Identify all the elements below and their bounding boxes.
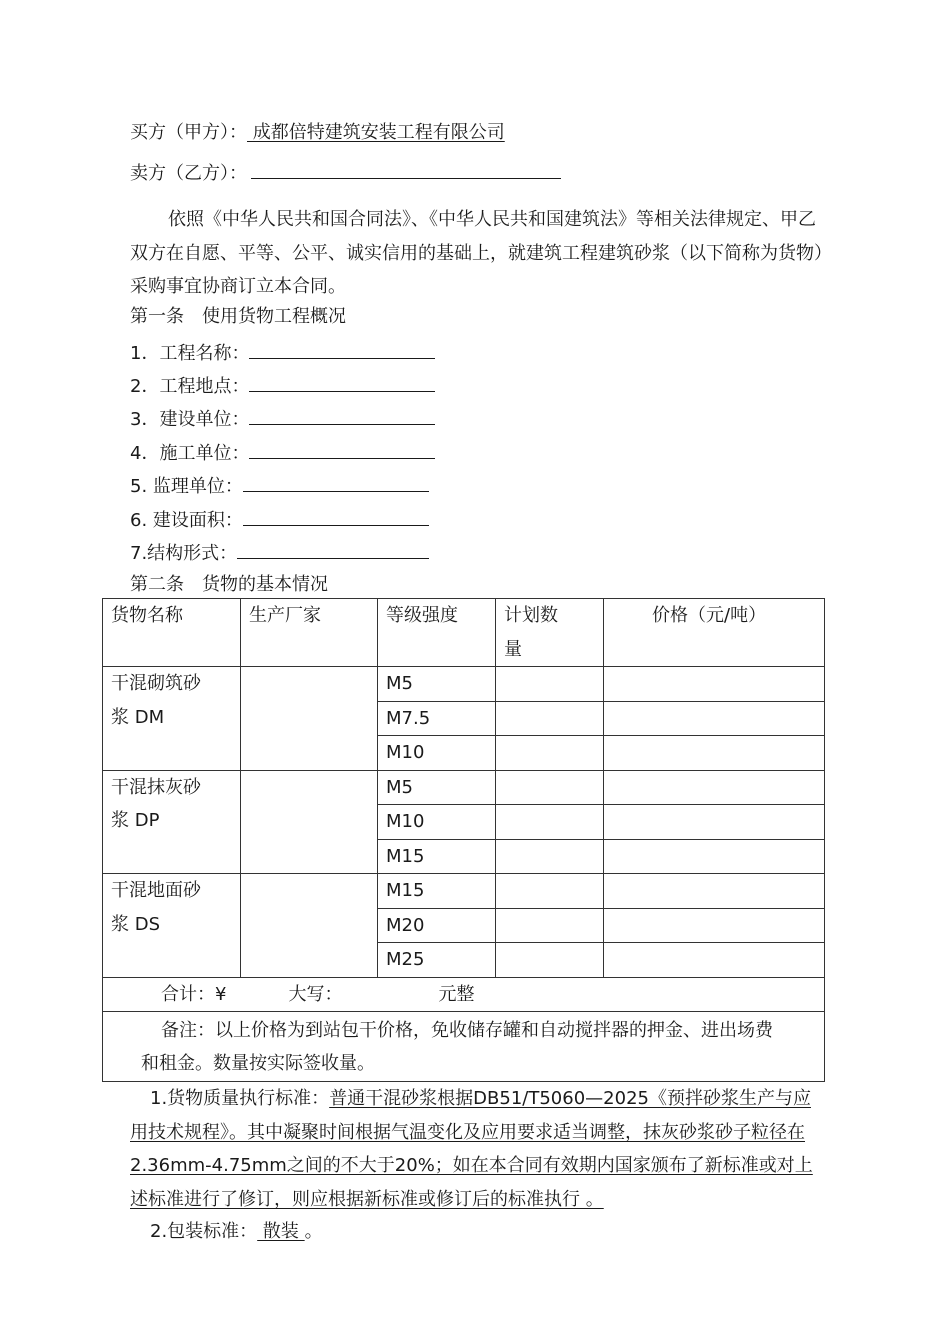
packaging-value: 散装 bbox=[257, 1221, 305, 1242]
packaging-end: 。 bbox=[304, 1221, 323, 1242]
grade-cell: M7.5 bbox=[378, 701, 496, 736]
grade-cell: M15 bbox=[378, 839, 496, 874]
grade-cell: M20 bbox=[378, 908, 496, 943]
packaging-label: 2.包装标准： bbox=[150, 1221, 258, 1242]
product-name-cell: 干混砌筑砂浆 DM bbox=[103, 667, 241, 771]
grade-cell: M15 bbox=[378, 874, 496, 909]
quantity-cell bbox=[496, 839, 604, 874]
header-cell: 价格（元/吨） bbox=[604, 599, 825, 667]
project-item-1: 1．工程名称： bbox=[130, 339, 435, 366]
project-item-5: 5. 监理单位： bbox=[130, 472, 429, 499]
table-row bbox=[103, 770, 825, 805]
product-name-cell: 干混地面砂浆 DS bbox=[103, 874, 241, 978]
note-row bbox=[103, 1012, 825, 1082]
price-cell bbox=[604, 805, 825, 840]
header-cell: 计划数量 bbox=[496, 599, 604, 667]
manufacturer-cell bbox=[241, 874, 378, 978]
currency-symbol: ¥ bbox=[215, 983, 227, 1005]
quality-label: 1.货物质量执行标准： bbox=[150, 1088, 330, 1109]
seller-label: 卖方（乙方）： bbox=[130, 163, 247, 184]
manufacturer-cell bbox=[241, 770, 378, 874]
total-row bbox=[103, 977, 825, 1012]
quantity-cell bbox=[496, 874, 604, 909]
buyer-name: 成都倍特建筑安装工程有限公司 bbox=[247, 122, 505, 143]
grade-cell: M10 bbox=[378, 805, 496, 840]
price-cell bbox=[604, 701, 825, 736]
goods-table bbox=[102, 598, 825, 1082]
project-item-7: 7.结构形式： bbox=[130, 539, 429, 566]
price-cell bbox=[604, 770, 825, 805]
quality-text: 普通干混砂浆根据DB51/T5060—2025《预拌砂浆生产与应用技术规程》。其中凝聚时间根据气温变化及应用要求适当调整，抹灰砂浆砂子粒径在2.36mm-4.75mm之间的不大于20%；如在本合同有效期内国家颁布了新标准或对上述标准进行了修订，则应根据新标准或修订后的标准执行 bbox=[130, 1088, 813, 1210]
note-text: 备注：以上价格为到站包干价格，免收储存罐和自动搅拌器的押金、进出场费和租金。数量按实际签收量。 bbox=[141, 1020, 773, 1074]
header-cell: 生产厂家 bbox=[241, 599, 378, 667]
buyer-line bbox=[130, 121, 505, 145]
table-header-row bbox=[103, 599, 825, 667]
article2-title: 第二条 货物的基本情况 bbox=[130, 574, 328, 595]
project-item-6: 6. 建设面积： bbox=[130, 506, 429, 533]
price-cell bbox=[604, 908, 825, 943]
article1-title: 第一条 使用货物工程概况 bbox=[130, 306, 346, 327]
grade-cell: M10 bbox=[378, 736, 496, 771]
total-cell bbox=[103, 977, 825, 1012]
project-item-3: 3．建设单位： bbox=[130, 405, 435, 432]
price-cell bbox=[604, 667, 825, 702]
price-cell bbox=[604, 736, 825, 771]
grade-cell: M5 bbox=[378, 667, 496, 702]
table-row bbox=[103, 874, 825, 909]
price-cell bbox=[604, 943, 825, 978]
quantity-cell bbox=[496, 701, 604, 736]
packaging-standard bbox=[150, 1220, 323, 1244]
yuan-label: 元整 bbox=[438, 983, 475, 1005]
quantity-cell bbox=[496, 736, 604, 771]
grade-cell: M5 bbox=[378, 770, 496, 805]
quantity-cell bbox=[496, 770, 604, 805]
total-label: 合计： bbox=[161, 983, 215, 1005]
grade-cell: M25 bbox=[378, 943, 496, 978]
quantity-cell bbox=[496, 805, 604, 840]
price-cell bbox=[604, 839, 825, 874]
buyer-label: 买方（甲方）： bbox=[130, 122, 247, 143]
product-name-cell: 干混抹灰砂浆 DP bbox=[103, 770, 241, 874]
note-cell bbox=[103, 1012, 825, 1082]
quantity-cell bbox=[496, 943, 604, 978]
quality-standard bbox=[130, 1082, 824, 1216]
intro-paragraph: 依照《中华人民共和国合同法》、《中华人民共和国建筑法》等相关法律规定、甲乙双方在自愿、平等、公平、诚实信用的基础上，就建筑工程建筑砂浆（以下简称为货物）采购事宜协商订立本合同。 bbox=[130, 209, 823, 297]
project-item-4: 4．施工单位： bbox=[130, 439, 435, 466]
seller-blank bbox=[251, 159, 561, 179]
daxie-label: 大写： bbox=[288, 983, 343, 1005]
project-item-2: 2．工程地点： bbox=[130, 372, 435, 399]
price-cell bbox=[604, 874, 825, 909]
seller-line bbox=[130, 159, 561, 186]
table-row bbox=[103, 667, 825, 702]
quality-end: 。 bbox=[580, 1188, 604, 1210]
manufacturer-cell bbox=[241, 667, 378, 771]
quantity-cell bbox=[496, 667, 604, 702]
header-cell: 货物名称 bbox=[103, 599, 241, 667]
header-cell: 等级强度 bbox=[378, 599, 496, 667]
quantity-cell bbox=[496, 908, 604, 943]
